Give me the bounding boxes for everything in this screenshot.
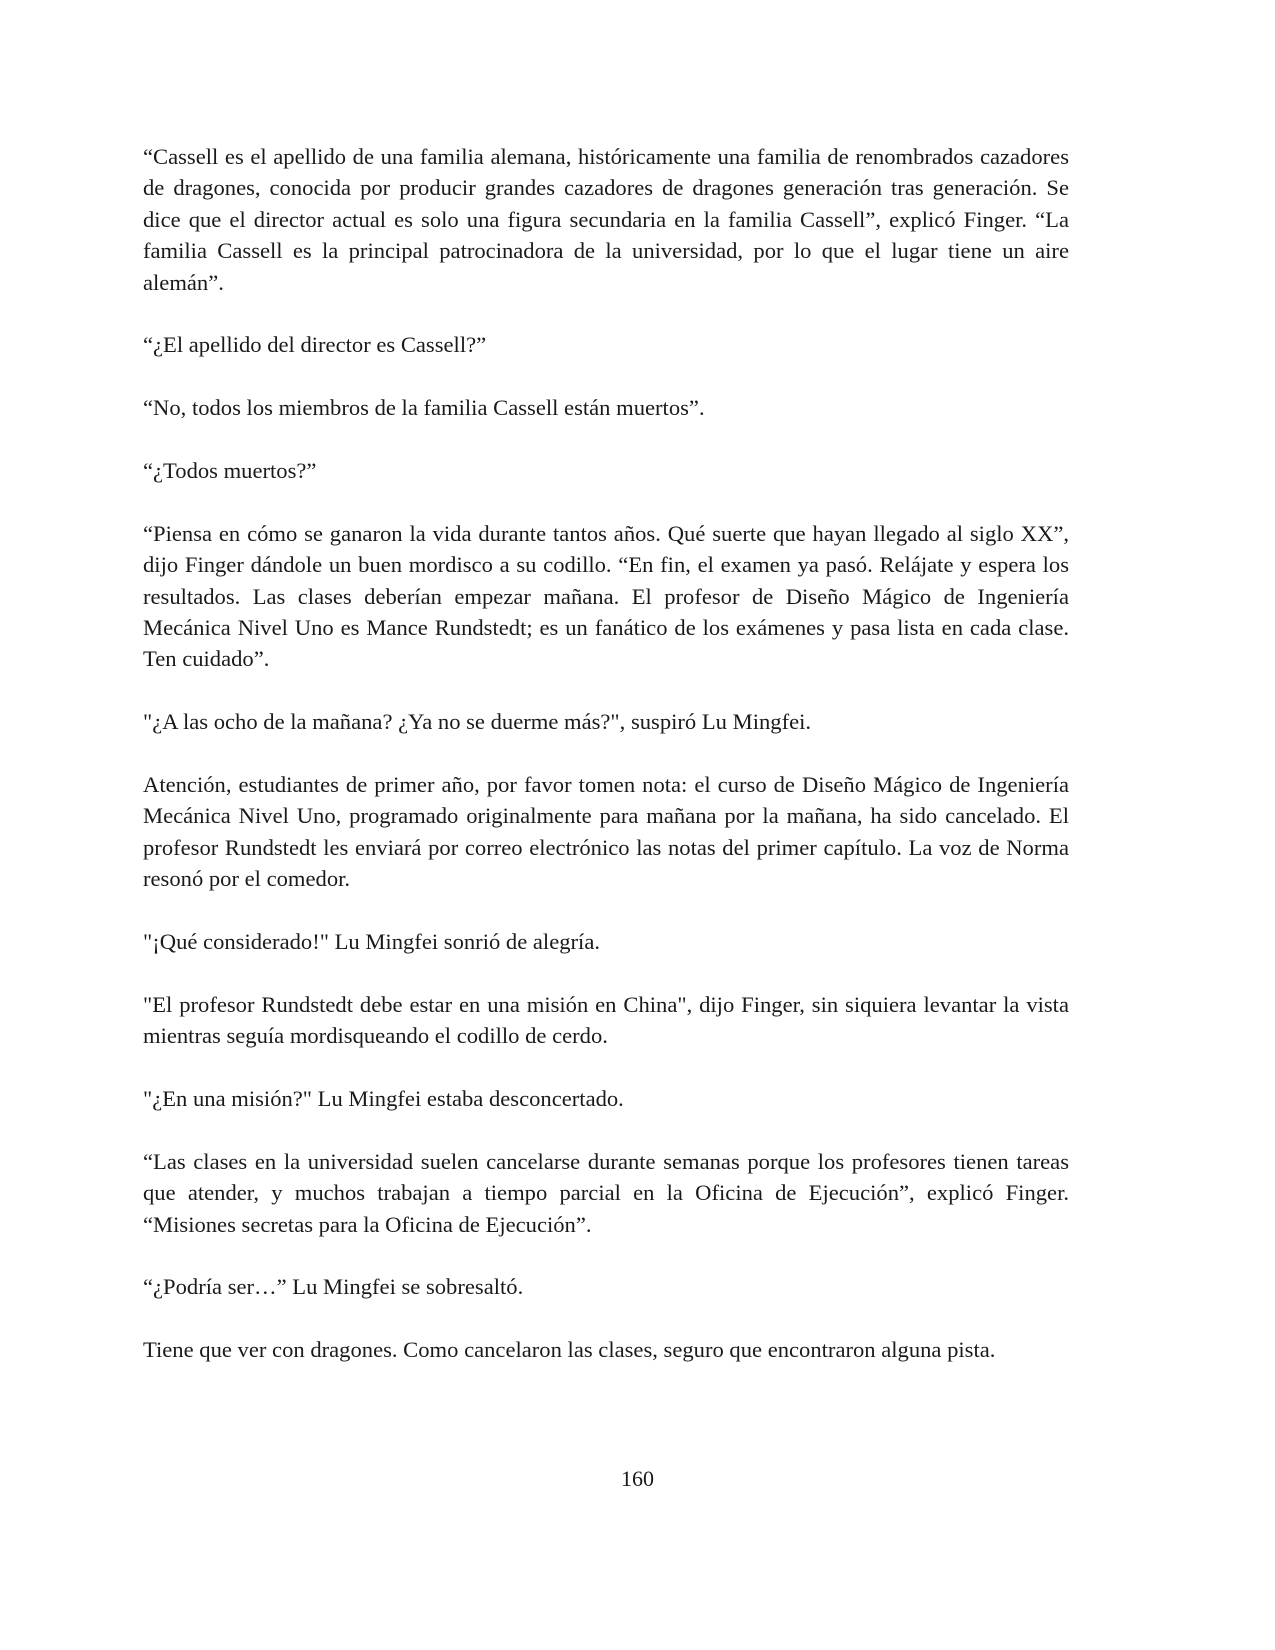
- paragraph: Atención, estudiantes de primer año, por favor tomen nota: el curso de Diseño Mágico de Ingeniería Mecánica Nivel Uno, programado originalmente para mañana por la mañana, ha sido cancelado. El profesor Rundstedt les enviará por correo electrónico las notas del primer capítulo. La voz de Norma resonó por el comedor.: [143, 772, 1069, 892]
- paragraph: “No, todos los miembros de la familia Cassell están muertos”.: [143, 395, 705, 421]
- page-number: 160: [621, 1466, 654, 1491]
- paragraph: "¡Qué considerado!" Lu Mingfei sonrió de alegría.: [143, 929, 600, 955]
- paragraph: "¿En una misión?" Lu Mingfei estaba desconcertado.: [143, 1086, 624, 1112]
- paragraph: Tiene que ver con dragones. Como cancelaron las clases, seguro que encontraron alguna pista.: [143, 1337, 996, 1363]
- paragraph: “Piensa en cómo se ganaron la vida durante tantos años. Qué suerte que hayan llegado al siglo XX”, dijo Finger dándole un buen mordisco a su codillo. “En fin, el examen ya pasó. Relájate y espera los resultados. Las clases deberían empezar mañana. El profesor de Diseño Mágico de Ingeniería Mecánica Nivel Uno es Mance Rundstedt; es un fanático de los exámenes y pasa lista en cada clase. Ten cuidado”.: [143, 520, 1069, 672]
- paragraph: “¿Todos muertos?”: [143, 458, 317, 484]
- page-body: [143, 141, 1069, 1397]
- paragraph: “Las clases en la universidad suelen cancelarse durante semanas porque los profesores tienen tareas que atender, y muchos trabajan a tiempo parcial en la Oficina de Ejecución”, explicó Finger. “Misiones secretas para la Oficina de Ejecución”.: [143, 1148, 1069, 1237]
- paragraph: “¿El apellido del director es Cassell?”: [143, 332, 487, 358]
- paragraph: “¿Podría ser…” Lu Mingfei se sobresaltó.: [143, 1274, 524, 1300]
- paragraph: "El profesor Rundstedt debe estar en una misión en China", dijo Finger, sin siquiera levantar la vista mientras seguía mordisqueando el codillo de cerdo.: [143, 991, 1069, 1049]
- paragraph: “Cassell es el apellido de una familia alemana, históricamente una familia de renombrados cazadores de dragones, conocida por producir grandes cazadores de dragones generación tras generación. Se dice que el director actual es solo una figura secundaria en la familia Cassell”, explicó Finger. “La familia Cassell es la principal patrocinadora de la universidad, por lo que el lugar tiene un aire alemán”.: [143, 144, 1069, 295]
- paragraph: "¿A las ocho de la mañana? ¿Ya no se duerme más?", suspiró Lu Mingfei.: [143, 709, 812, 735]
